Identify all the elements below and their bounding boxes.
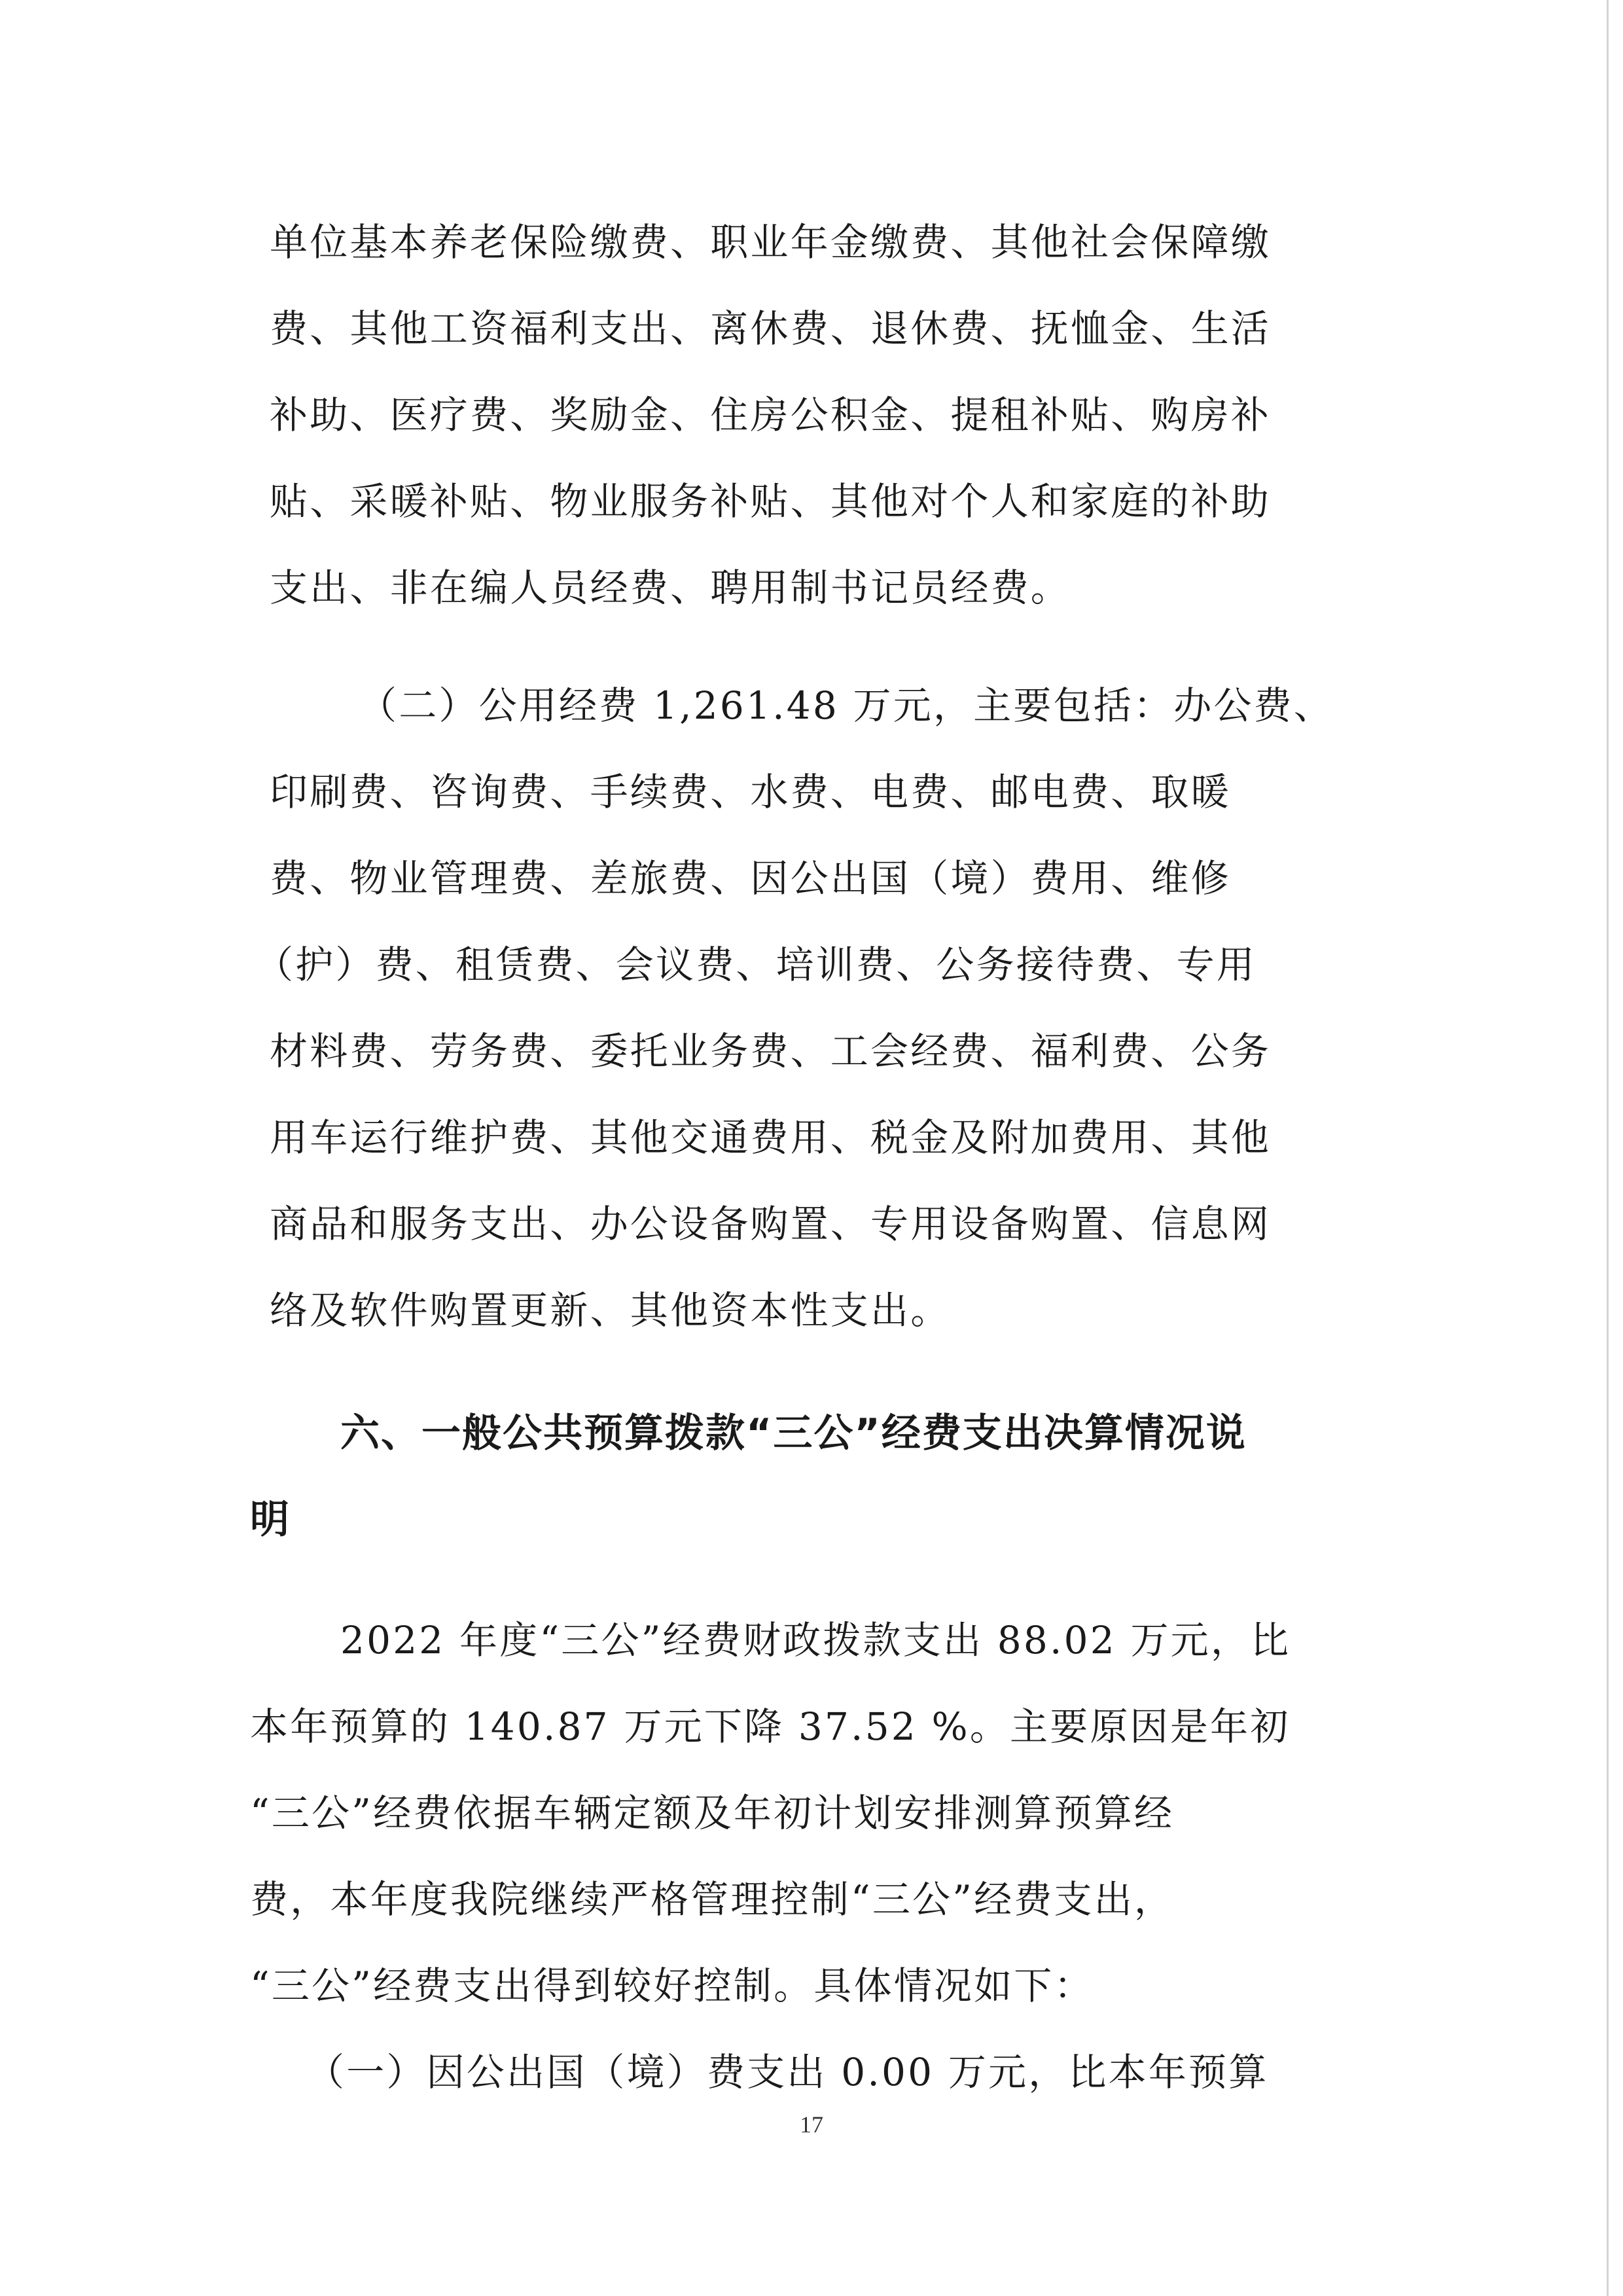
paragraph-public-expense-line-1: （二）公用经费 1,261.48 万元，主要包括：办公费、 [359, 683, 1334, 728]
section-heading-line-2: 明 [250, 1497, 291, 1543]
paragraph-personnel-line-1: 单位基本养老保险缴费、职业年金缴费、其他社会保障缴 [270, 220, 1272, 264]
paragraph-public-expense-line-2: 印刷费、咨询费、手续费、水费、电费、邮电费、取暖 [270, 770, 1231, 814]
scan-edge-divider [1607, 0, 1609, 2296]
paragraph-personnel-line-2: 费、其他工资福利支出、离休费、退休费、抚恤金、生活 [270, 306, 1272, 351]
page-number: 17 [800, 2111, 823, 2138]
paragraph-public-expense-line-4: （护）费、租赁费、会议费、培训费、公务接待费、专用 [255, 942, 1257, 987]
paragraph-personnel-line-3: 补助、医疗费、奖励金、住房公积金、提租补贴、购房补 [270, 393, 1272, 437]
paragraph-public-expense-line-7: 商品和服务支出、办公设备购置、专用设备购置、信息网 [270, 1202, 1272, 1246]
paragraph-three-public-line-2: 本年预算的 140.87 万元下降 37.52 %。主要原因是年初 [250, 1704, 1291, 1749]
paragraph-three-public-line-3: “三公”经费依据车辆定额及年初计划安排测算预算经 [250, 1791, 1175, 1835]
paragraph-personnel-line-4: 贴、采暖补贴、物业服务补贴、其他对个人和家庭的补助 [270, 479, 1272, 524]
paragraph-public-expense-line-6: 用车运行维护费、其他交通费用、税金及附加费用、其他 [270, 1115, 1272, 1160]
paragraph-public-expense-line-3: 费、物业管理费、差旅费、因公出国（境）费用、维修 [270, 856, 1231, 901]
paragraph-public-expense-line-8: 络及软件购置更新、其他资本性支出。 [270, 1288, 951, 1333]
section-heading-line-1: 六、一般公共预算拨款“三公”经费支出决算情况说 [340, 1410, 1247, 1456]
paragraph-personnel-line-5: 支出、非在编人员经费、聘用制书记员经费。 [270, 565, 1071, 610]
paragraph-three-public-line-1: 2022 年度“三公”经费财政拨款支出 88.02 万元，比 [340, 1618, 1291, 1662]
paragraph-three-public-line-5: “三公”经费支出得到较好控制。具体情况如下： [250, 1964, 1094, 2008]
paragraph-public-expense-line-5: 材料费、劳务费、委托业务费、工会经费、福利费、公务 [270, 1029, 1272, 1073]
paragraph-overseas-line-1: （一）因公出国（境）费支出 0.00 万元，比本年预算 [306, 2050, 1269, 2094]
paragraph-three-public-line-4: 费，本年度我院继续严格管理控制“三公”经费支出， [250, 1877, 1175, 1922]
